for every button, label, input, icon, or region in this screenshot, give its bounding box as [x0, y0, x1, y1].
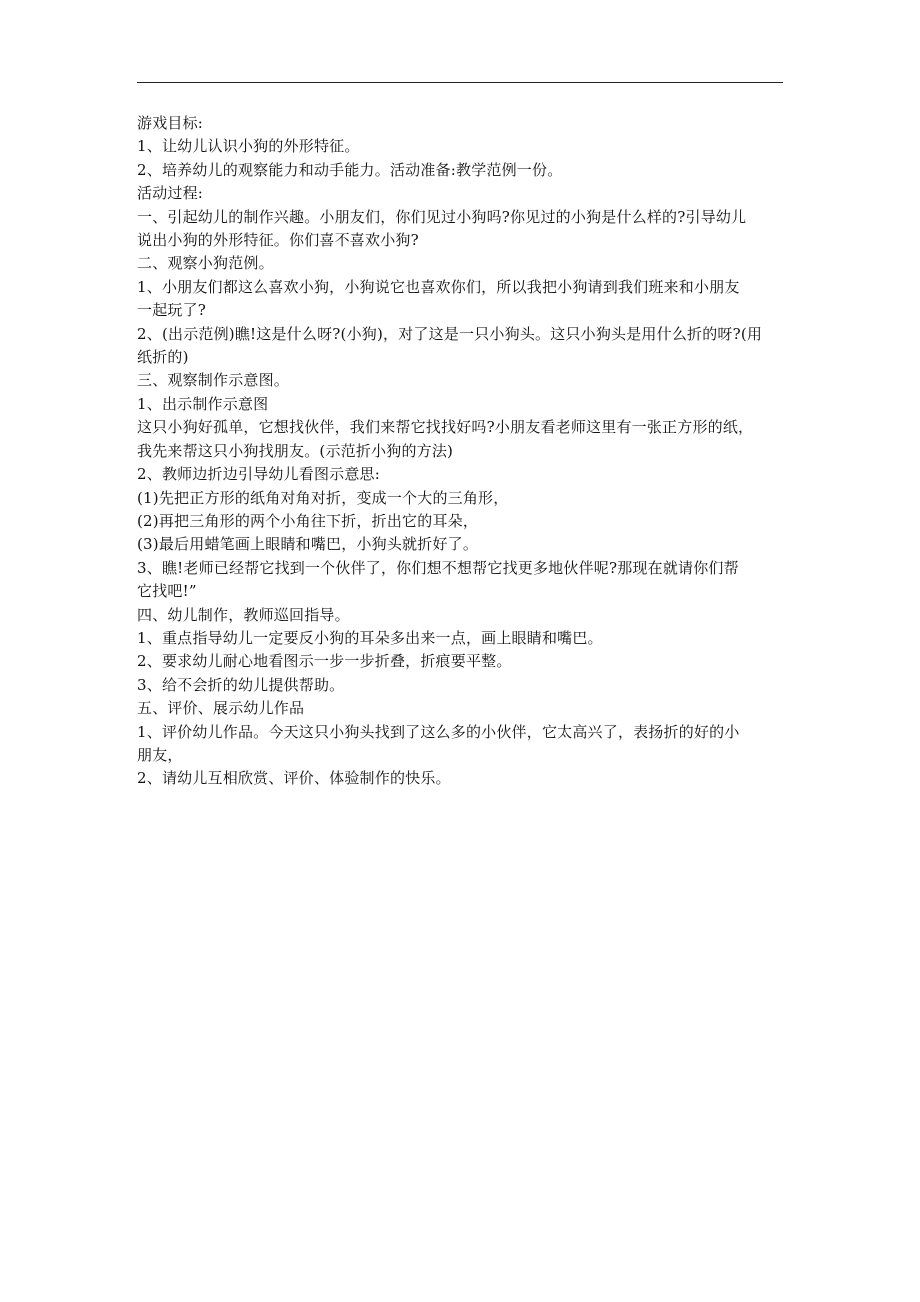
paragraph-line: 一起玩了?	[137, 301, 207, 320]
step-heading: 四、幼儿制作，教师巡回指导。	[137, 605, 350, 624]
paragraph-line: 1、出示制作示意图	[137, 394, 269, 413]
step-heading: 三、观察制作示意图。	[137, 371, 290, 390]
paragraph-line: 2、教师边折边引导幼儿看图示意思:	[137, 465, 380, 484]
paragraph-line: 一、引起幼儿的制作兴趣。小朋友们，你们见过小狗吗?你见过的小狗是什么样的?引导幼儿	[137, 207, 747, 226]
paragraph-line: 2、请幼儿互相欣赏、评价、体验制作的快乐。	[137, 769, 451, 788]
paragraph-line: 朋友，	[137, 745, 183, 764]
paragraph-line: 说出小狗的外形特征。你们喜不喜欢小狗?	[137, 231, 419, 250]
section-heading-process: 活动过程:	[137, 184, 204, 203]
paragraph-line: (3)最后用蜡笔画上眼睛和嘴巴，小狗头就折好了。	[137, 535, 479, 554]
document-body	[137, 112, 787, 791]
paragraph-line: (2)再把三角形的两个小角往下折，折出它的耳朵，	[137, 511, 479, 530]
paragraph-line: 2、(出示范例)瞧!这是什么呀?(小狗)，对了这是一只小狗头。这只小狗头是用什么折的呀?(用	[137, 324, 763, 343]
step-heading: 二、观察小狗范例。	[137, 254, 274, 273]
paragraph-line: 1、重点指导幼儿一定要反小狗的耳朵多出来一点，画上眼睛和嘴巴。	[137, 628, 603, 647]
step-heading: 五、评价、展示幼儿作品	[137, 699, 305, 718]
paragraph-line: (1)先把正方形的纸角对角对折，变成一个大的三角形，	[137, 488, 509, 507]
paragraph-line: 2、要求幼儿耐心地看图示一步一步折叠，折痕要平整。	[137, 652, 512, 671]
paragraph-line: 这只小狗好孤单，它想找伙伴，我们来帮它找找好吗?小朋友看老师这里有一张正方形的纸，	[137, 418, 754, 437]
paragraph-line: 我先来帮这只小狗找朋友。(示范折小狗的方法)	[137, 441, 454, 460]
paragraph-line: 它找吧!”	[137, 582, 197, 601]
section-heading-goals: 游戏目标:	[137, 114, 204, 132]
goal-item-1: 1、让幼儿认识小狗的外形特征。	[137, 137, 360, 156]
paragraph-line: 3、瞧!老师已经帮它找到一个伙伴了，你们想不想帮它找更多地伙伴呢?那现在就请你们帮	[137, 558, 739, 577]
goal-item-2: 2、培养幼儿的观察能力和动手能力。活动准备:教学范例一份。	[137, 160, 563, 179]
paragraph-line: 1、评价幼儿作品。今天这只小狗头找到了这么多的小伙伴，它太高兴了，表扬折的好的小	[137, 722, 740, 741]
paragraph-line: 3、给不会折的幼儿提供帮助。	[137, 675, 345, 694]
paragraph-line: 1、小朋友们都这么喜欢小狗，小狗说它也喜欢你们，所以我把小狗请到我们班来和小朋友	[137, 277, 740, 296]
header-rule	[137, 82, 783, 83]
paragraph-line: 纸折的)	[137, 348, 189, 367]
